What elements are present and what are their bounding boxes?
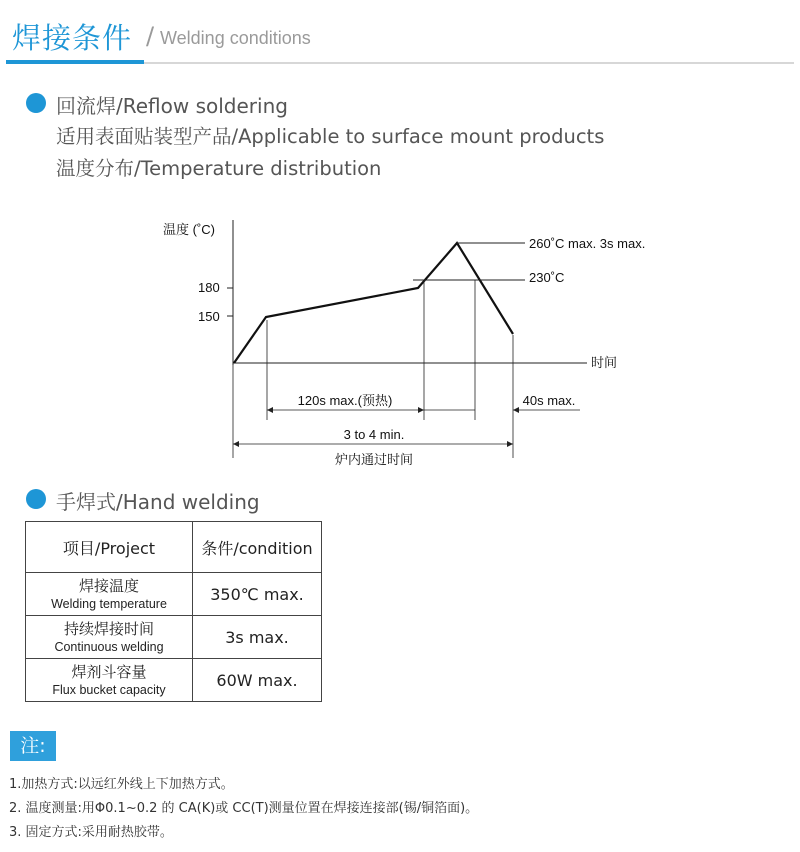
hand-section-title: 手焊式/Hand welding [56, 490, 260, 514]
arrow-right-icon [418, 407, 424, 413]
bullet-dot-icon [26, 93, 46, 113]
item-name-en: Continuous welding [54, 639, 164, 654]
table-header-condition: 条件/condition [193, 522, 322, 573]
y-axis-label: 温度 (˚C) [163, 222, 215, 237]
y-tick-label-150: 150 [198, 309, 220, 324]
title-separator: / [146, 22, 155, 50]
item-name-cn: 焊接温度 [78, 576, 139, 595]
hand-welding-table [25, 521, 322, 702]
notes-badge: 注: [10, 731, 56, 761]
item-name-en: Flux bucket capacity [52, 682, 166, 697]
bullet-dot-icon [26, 489, 46, 509]
y-tick-label-180: 180 [198, 280, 220, 295]
page-subtitle: Welding conditions [160, 28, 311, 48]
arrow-right-icon [507, 441, 513, 447]
note-item: 2. 温度测量:用Φ0.1~0.2 的 CA(K)或 CC(T)测量位置在焊接连接部(锡/铜箔面)。 [9, 801, 479, 816]
table-cell-value: 350℃ max. [193, 573, 322, 616]
header-accent-bar [6, 60, 144, 64]
table-header-project: 项目/Project [26, 522, 193, 573]
table-cell-item [26, 616, 193, 659]
item-name-en: Welding temperature [51, 596, 167, 611]
item-name-cn: 焊剂斗容量 [71, 662, 147, 681]
level230-annotation: 230˚C [529, 270, 565, 285]
oven-time-label: 炉内通过时间 [334, 452, 414, 467]
arrow-left-icon [513, 407, 519, 413]
reflow-distribution-line: 温度分布/Temperature distribution [56, 157, 382, 180]
note-item: 3. 固定方式:采用耐热胶带。 [9, 825, 173, 840]
arrow-left-icon [267, 407, 273, 413]
arrow-left-icon [233, 441, 239, 447]
reflow-section-title: 回流焊/Reflow soldering [56, 94, 288, 118]
item-name-cn: 持续焊接时间 [63, 619, 154, 638]
table-cell-item [26, 659, 193, 702]
table-header-row [26, 522, 322, 573]
table-row [26, 616, 322, 659]
temperature-profile-line [234, 243, 513, 363]
total-time-label: 3 to 4 min. [343, 427, 405, 442]
table-row [26, 659, 322, 702]
page-header [0, 0, 800, 66]
reflow-applicable-line: 适用表面贴装型产品/Applicable to surface mount products [56, 125, 605, 148]
temperature-profile-chart [150, 210, 670, 472]
note-item: 1.加热方式:以远红外线上下加热方式。 [9, 777, 234, 792]
above230-label: 40s max. [522, 393, 576, 408]
table-row [26, 573, 322, 616]
x-axis-label: 时间 [591, 355, 618, 370]
peak-annotation: 260˚C max. 3s max. [529, 236, 646, 251]
page-title: 焊接条件 [12, 21, 133, 55]
table-cell-item [26, 573, 193, 616]
preheat-label: 120s max.(预热) [297, 393, 393, 408]
table-cell-value: 3s max. [193, 616, 322, 659]
table-cell-value: 60W max. [193, 659, 322, 702]
